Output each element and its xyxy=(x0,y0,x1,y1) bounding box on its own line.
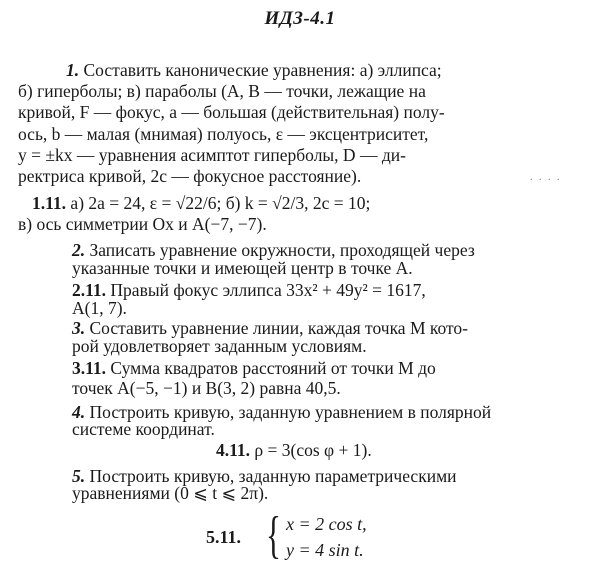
item-1-11-line-2: в) ось симметрии Ox и A(−7, −7). xyxy=(18,214,267,234)
item-4-11-number: 4.11. xyxy=(216,440,251,460)
item-1-11-line-1 xyxy=(32,193,370,213)
item-3-11-text-1: Сумма квадратов расстояний от точки M до xyxy=(110,358,436,378)
problem-1-line-6: ректриса кривой, 2c — фокусное расстояние). xyxy=(18,166,362,186)
item-4-11-text: ρ = 3(cos φ + 1). xyxy=(254,440,372,460)
item-2-11-number: 2.11. xyxy=(72,280,107,300)
problem-5-text-1: Построить кривую, заданную параметрическими xyxy=(89,466,457,486)
problem-2-number: 2. xyxy=(72,240,86,260)
item-2-11-line-2: A(1, 7). xyxy=(72,298,127,318)
problem-3-number: 3. xyxy=(72,318,86,338)
problem-5-line-2: уравнениями (0 ⩽ t ⩽ 2π). xyxy=(72,483,269,503)
decorative-dots: . . . . xyxy=(530,172,562,183)
problem-4-line-2: системе координат. xyxy=(72,419,215,439)
item-5-11-equation-1: x = 2 cos t, xyxy=(286,514,367,534)
item-3-11-line-1 xyxy=(72,358,436,378)
problem-2-text-1: Записать уравнение окружности, проходящей через xyxy=(89,240,475,260)
brace-glyph: { xyxy=(266,507,281,564)
problem-3-text-1: Составить уравнение линии, каждая точка M кото- xyxy=(89,318,469,338)
problem-4-number: 4. xyxy=(72,402,86,422)
problem-2-line-1 xyxy=(72,240,475,260)
problem-1-line-2: б) гиперболы; в) параболы (A, B — точки, лежащие на xyxy=(18,81,426,101)
item-5-11-equation-2: y = 4 sin t. xyxy=(286,540,364,560)
item-5-11-number: 5.11. xyxy=(206,527,242,547)
page-title: ИДЗ-4.1 xyxy=(264,8,336,29)
problem-1-line-4: ось, b — малая (мнимая) полуось, ε — эксцентриситет, xyxy=(18,124,429,144)
problem-2-line-2: указанные точки и имеющей центр в точке A. xyxy=(72,258,413,278)
item-1-11-number: 1.11. xyxy=(32,193,67,213)
item-2-11-text-1: Правый фокус эллипса 33x² + 49y² = 1617, xyxy=(110,280,426,300)
item-3-11-line-2: точек A(−5, −1) и B(3, 2) равна 40,5. xyxy=(72,378,341,398)
problem-1-line-1 xyxy=(66,60,574,80)
problem-4-text-1: Построить кривую, заданную уравнением в полярной xyxy=(89,402,492,422)
item-5-11-system xyxy=(206,507,416,564)
item-1-11-text-1: а) 2a = 24, ε = √22/6; б) k = √2/3, 2c = 10; xyxy=(70,193,371,213)
problem-1-number: 1. xyxy=(66,60,80,80)
item-4-11-line xyxy=(216,440,372,460)
problem-1-line-5: y = ±kx — уравнения асимптот гиперболы, D — ди- xyxy=(18,145,406,165)
problem-3-line-2: рой удовлетворяет заданным условиям. xyxy=(72,336,367,356)
item-3-11-number: 3.11. xyxy=(72,358,107,378)
problem-5-number: 5. xyxy=(72,466,86,486)
item-2-11-line-1 xyxy=(72,280,426,300)
problem-1-line-3: кривой, F — фокус, a — большая (действительная) полу- xyxy=(18,102,445,122)
problem-1-text-1: Составить канонические уравнения: а) эллипса; xyxy=(83,60,442,80)
problem-3-line-1 xyxy=(72,318,468,338)
